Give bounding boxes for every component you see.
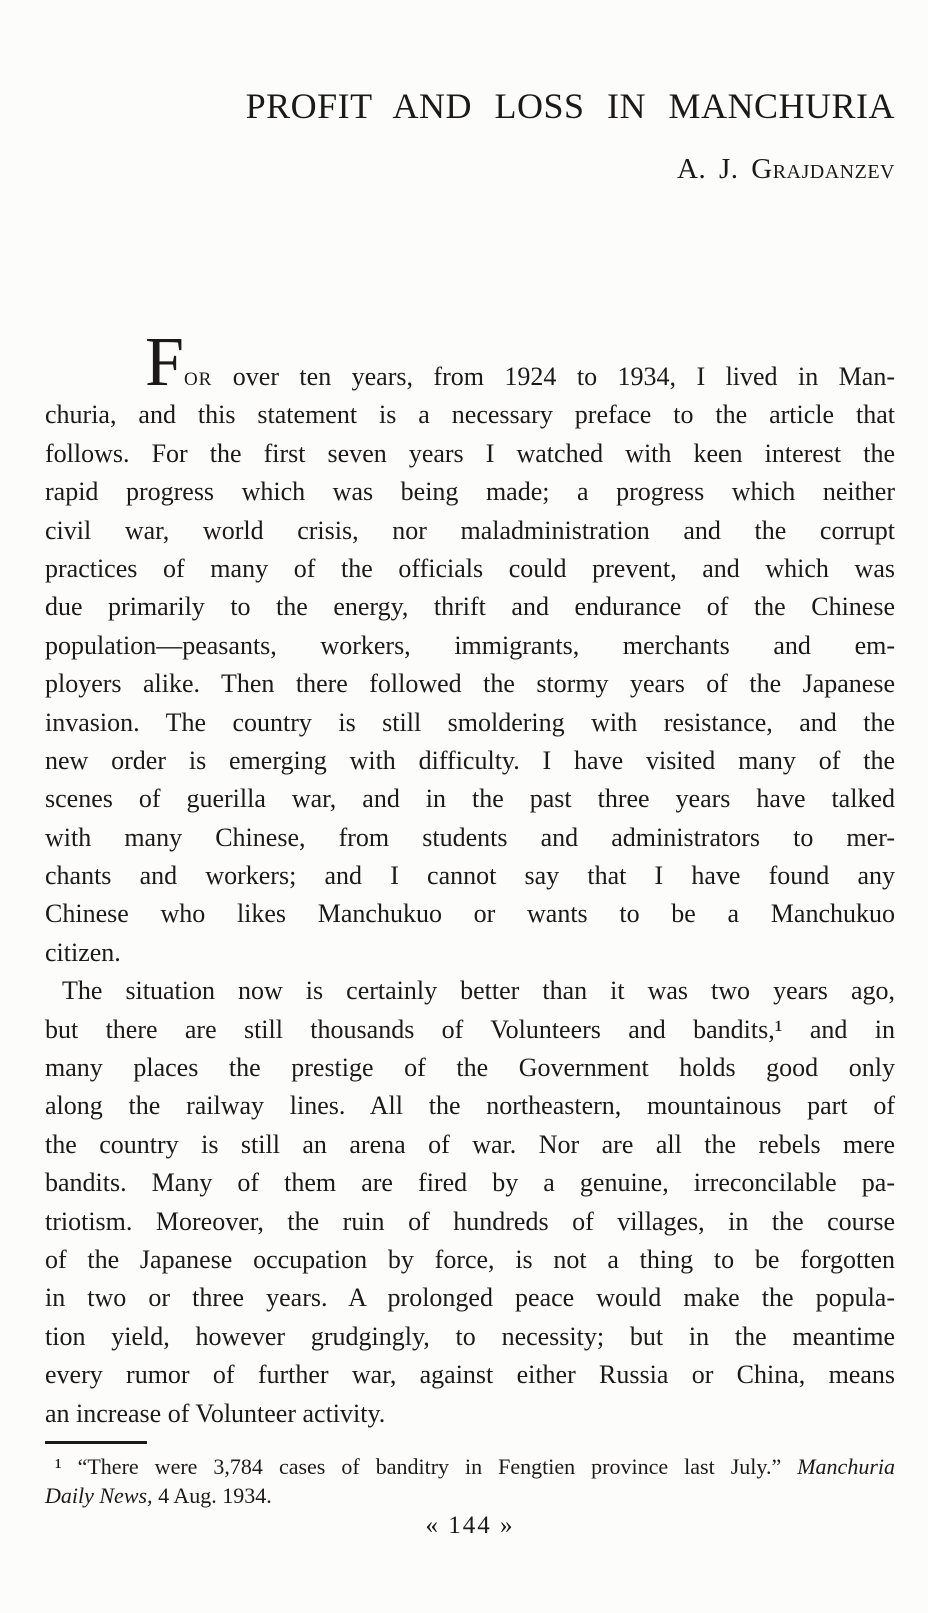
- text-line: civil war, world crisis, nor maladministration and the corrupt: [45, 515, 895, 545]
- footnote-text: ¹ “There were 3,784 cases of banditry in Fengtien province last July.”: [55, 1454, 798, 1479]
- text-line: population—peasants, workers, immigrants, merchants and em-: [45, 630, 895, 660]
- text-line: new order is emerging with difficulty. I have visited many of the: [45, 745, 895, 775]
- text-line: citizen.: [45, 937, 121, 967]
- page-number: « 144 »: [425, 1512, 515, 1539]
- text-line: Chinese who likes Manchukuo or wants to be a Manchukuo: [45, 899, 895, 929]
- text-line: bandits. Many of them are fired by a genuine, irreconcilable pa-: [45, 1168, 895, 1198]
- text-line: but there are still thousands of Volunteers and bandits,¹ and in: [45, 1014, 895, 1044]
- text-line: every rumor of further war, against either Russia or China, means: [45, 1360, 895, 1390]
- footnote-text: 4 Aug. 1934.: [152, 1483, 272, 1508]
- text-line: along the railway lines. All the northeastern, mountainous part of: [45, 1091, 895, 1121]
- text-line: tion yield, however grudgingly, to necessity; but in the meantime: [45, 1321, 895, 1351]
- opening-smallcaps: OR: [183, 369, 213, 390]
- text-line: of the Japanese occupation by force, is not a thing to be forgotten: [45, 1244, 895, 1274]
- text-line: ployers alike. Then there followed the stormy years of the Japanese: [45, 669, 895, 699]
- text-line: triotism. Moreover, the ruin of hundreds of villages, in the course: [45, 1206, 895, 1236]
- text-line: in two or three years. A prolonged peace would make the popula-: [45, 1283, 895, 1313]
- paragraph-2: [45, 972, 895, 1433]
- text-line: chants and workers; and I cannot say that I have found any: [45, 861, 895, 891]
- footnote-line: [45, 1452, 895, 1481]
- text-line: many places the prestige of the Government holds good only: [45, 1053, 895, 1083]
- text-line: scenes of guerilla war, and in the past three years have talked: [45, 784, 895, 814]
- text-line: churia, and this statement is a necessary preface to the article that: [45, 400, 895, 430]
- article-body: [45, 324, 895, 1433]
- text-line: the country is still an arena of war. Nor are all the rebels mere: [45, 1129, 895, 1159]
- article-title: PROFIT AND LOSS IN MANCHURIA: [245, 86, 895, 126]
- text-line: The situation now is certainly better than it was two years ago,: [62, 976, 895, 1006]
- text-line: invasion. The country is still smoldering with resistance, and the: [45, 707, 895, 737]
- dropcap-letter: F: [145, 324, 184, 401]
- text-line: rapid progress which was being made; a progress which neither: [45, 477, 895, 507]
- text-line: due primarily to the energy, thrift and endurance of the Chinese: [45, 592, 895, 622]
- opening-text: over ten years, from 1924 to 1934, I lived in Man-: [212, 362, 895, 391]
- article-author: A. J. Grajdanzev: [677, 153, 895, 185]
- opening-line: [45, 324, 895, 401]
- footnote-line: [45, 1481, 895, 1510]
- text-line: with many Chinese, from students and administrators to mer-: [45, 822, 895, 852]
- text-line: practices of many of the officials could prevent, and which was: [45, 553, 895, 583]
- paragraph-1: [45, 396, 895, 972]
- text-line: an increase of Volunteer activity.: [45, 1398, 386, 1428]
- footnote-source-title: Manchuria: [797, 1454, 895, 1479]
- footnote-separator-rule: [45, 1441, 147, 1444]
- footnote: [45, 1452, 895, 1510]
- footnote-source-title: Daily News,: [45, 1483, 153, 1508]
- text-line: follows. For the first seven years I watched with keen interest the: [45, 438, 895, 468]
